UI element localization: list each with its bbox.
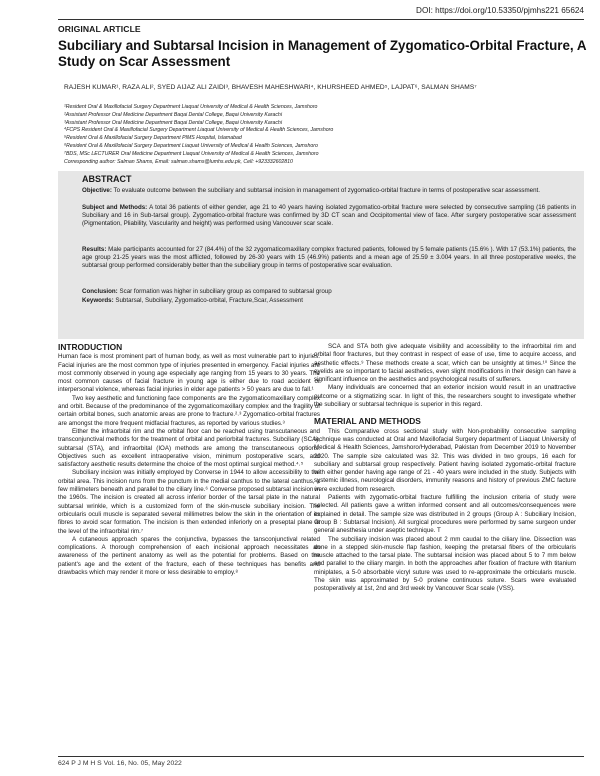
results-text: Male participants accounted for 27 (84.4%) of the 32 zygomaticomaxillary complex fractured patients, followed by 5 female patients (15.6% ). With 17 (53.1%) patients, the age group 21-25 years was the most afflicted, followed by 26-30 years with 15 (46.9%) patients and a mean age of 25.59 ± 3.004 years. In all three postoperative weeks, the subtarsal group performed considerably better than the subciliary group in terms of postoperative scar evaluation. [82,246,576,270]
paragraph: A cutaneous approach spares the conjunctiva, bypasses the tansconjunctival related complications. A thorough comprehension of each incisional approach necessitates an awareness of the pertinent anatomy as well as the potential for problems. Based on the patient's age and the extent of the fracture, each of these techniques has benefits and drawbacks which may render it more or less desirable to employ.⁸ [58,535,320,577]
methods-heading: MATERIAL AND METHODS [314,416,421,427]
paragraph: Either the infraorbital rim and the orbital floor can be reached using transcutaneous and transconjunctival methods for the treatment of orbital and periorbital fractures. Subciliary (SCA), subtarsal (STA), and infraorbital (IOA) methods are among the transcutaneous options. Objectives such as excellent intraoperative vision, minimum postoperative scars, and satisfactory aesthetic results determine the choice of the most optimal surgical method.⁴˒⁵ [58,427,320,469]
affiliation-item: ⁵Resident Oral & Maxillofacial Surgery Department PIMS Hospital, Islamabad [64,135,242,142]
footer-divider [58,756,584,757]
keywords-label: Keywords: [82,297,114,304]
abstract-results [82,246,576,271]
paragraph: Subciliary incision was initially employed by Converse in 1944 to allow accessibility to the orbital area. This incision runs from the punctum in the medial canthus to the lateral canthus, a few millimeters beneath and parallel to the ciliary line.⁶ Converse proposed subtarsal incision in the 1960s. The incision is created all across inferior border of the tarsal plate in the natural subtarsal wrinkle, which is a customized form of the skin-muscle subciliary incision. The orbicularis oculi muscle is separated several millimetres below the skin in the orientation of its fibres to avoid scar formation. The incision is then extended inferiorly on a preseptal plane at the level of the infraorbital rim.⁷ [58,469,320,535]
objective-text: To evaluate outcome between the subciliary and subtarsal incision in management of zygomatico-orbital fracture in terms of postoperative scar assessment. [111,187,540,194]
footer-page-info: 624 P J M H S Vol. 16, No. 05, May 2022 [58,760,182,767]
paragraph: SCA and STA both give adequate visibility and accessibility to the infraorbital rim and orbital floor fractures, but they contrast in respect of ease of use, time to acquire access, and aesthetic effects.⁹ These methods create a scar, which can be unsightly at times.¹⁰ Since the eyelids are so important to facial aesthetics, even slight modifications in their design can have a significant influence on the aesthetics and psychological results of sufferers. [314,343,576,384]
keywords-text: Subtarsal, Subciliary, Zygomatico-orbital, Fracture,Scar, Assessment [113,297,304,304]
affiliation-item: ⁶Resident Oral & Maxillofacial Surgery Department Liaquat University of Medical & Health Sciences, Jamshoro [64,142,318,149]
paragraph: The subciliary incision was placed about 2 mm caudal to the ciliary line. Dissection was done in a stepped skin-muscle flap fashion, keeping the pretarsal fibers of the orbicularis muscle attached to the tarsal plate. The subtarsal incision was placed about 5 to 7 mm below and parallel to the ciliary margin. In both the approaches after fixation of fracture with titanium miniplates, a 5-0 absorbable vicryl suture was used to re-approximate the orbicularis muscle. The skin was approximated by 5-0 prolene continuous suture. Scars were evaluated postoperatively at 1st, 2nd and 3rd week by Vancouver Scar scale (VSS). [314,535,576,593]
conclusion-label: Conclusion: [82,288,118,295]
affiliation-list [64,104,584,166]
objective-label: Objective: [82,187,112,194]
header-divider [58,19,584,20]
paragraph: This Comparative cross sectional study with Non-probability consecutive sampling technique was conducted at Oral and Maxillofacial Surgery department of Liaquat University of Medical & Health Sciences, Jamshoro/Hyderabad, Pakistan from December 2019 to November 2020. The sample size calculated was 32. This was divided in two groups, 16 each for subciliary and subtarsal group respectively. Patient having isolated zygomatic-orbital fracture with either gender having age range of 21 - 40 years were included in the study. Subjects with systemic illness, neurological disorders, immunity reasons and history of previous ZMC facture were excluded from research. [314,427,576,493]
abstract-heading: ABSTRACT [82,174,132,184]
paragraph: Two key aesthetic and functioning face components are the zygomaticomaxillary complex and orbit. Because of the predominance of the zygomaticomaxillary complex and the fragility of certain orbital bones, such anatomic areas are prone to fracture.²˒³ Zygomatico-orbital fractures are amongst the more frequent midfacial fractures, as reported by various studies.³ [58,394,320,427]
paragraph: Many individuals are concerned that an exterior incision would result in an unattractive outcome or a stigmatizing scar. In light of this, the researchers sought to investigate whether the subciliary or subtarsal technique is superior in this regard. [314,384,576,409]
abstract-objective [82,187,576,195]
left-column [58,343,320,577]
affiliation-item: ⁴FCPS Resident Oral & Maxillofacial Surgery Department Liaquat University of Medical & Health Sciences, Jamshoro [64,127,334,134]
conclusion-text: Scar formation was higher in subciliary group as compared to subtarsal group [117,288,332,295]
affiliation-item: ⁷BDS, MSc LECTURER Oral Medicine Department Liaquat University of Medical & Health Sciences, Jamshoro [64,150,319,157]
abstract-keywords [82,297,576,305]
paragraph: Human face is most prominent part of human body, as well as most vulnerable part to injuries. Facial injuries are the most common type of injuries presented in emergency. Facial injuries are most commonly observed in young age especially age ranging from 15 years to 30 years. The most common causes of facial fracture in young age is either due to road accident or interpersonal violence, whereas facial injuries in elder age patients > 50 years are due to fall.¹ [58,353,320,394]
paragraph: Patients with zygomatic-orbital fracture fulfilling the inclusion criteria of study were selected. All patients gave a written informed consent and all outcomes/consequences were explained in detail. The sample size was distributed in 2 groups (Group A : Subciliary Incision, Group B : Subtarsal Incision). All surgical procedures were performed by same surgeon under general anesthesia under aseptic technique. T [314,494,576,535]
right-column [314,343,576,594]
corresponding-author: Corresponding author: Salman Shams, Email: salman.shams@lumhs.edu.pk, Cell: +923332602810 [64,158,293,165]
article-type-label: ORIGINAL ARTICLE [58,24,141,34]
abstract-subjects [82,204,576,229]
doi-link[interactable]: DOI: https://doi.org/10.53350/pjmhs221 65624 [416,6,584,15]
abstract-box [58,171,584,339]
affiliation-item: ¹Resident Oral & Maxillofacial Surgery Department Liaquat University of Medical & Health Sciences, Jamshoro [64,104,318,110]
affiliation-item: ²Assistant Professor Oral Medicine Department Baqai Dental College, Baqai University Karachi [64,111,282,118]
results-label: Results: [82,246,107,253]
paper-title: Subciliary and Subtarsal Incision in Management of Zygomatico-Orbital Fracture, A Study on Scar Assessment [58,38,587,69]
abstract-conclusion [82,288,576,296]
subjects-text: A total 36 patients of either gender, age 21 to 40 years having isolated zygomatico-orbital fracture were selected by consecutive sampling (16 patients in Subciliary and 16 in Sub-tarsal group). Zygomatico-orbital fracture was confirmed by 3D CT scan and Occipitomental view of face. After surgery postoperative scar assessment (Pigmentation, Pliability, Vascularity and height) was performed using Vancouver scar scale. [82,204,576,228]
subjects-label: Subject and Methods: [82,204,148,211]
introduction-heading: INTRODUCTION [58,342,123,352]
affiliation-item: ³Assistant Professor Oral Medicine Department Baqai Dental College, Baqai University Karachi [64,119,282,126]
author-list: RAJESH KUMAR¹, RAZA ALI², SYED AIJAZ ALI ZAIDI³, BHAVESH MAHESHWARI⁴, KHURSHEED AHMED⁵, LAJPAT⁶, SALMAN SHAMS⁷ [64,84,477,91]
